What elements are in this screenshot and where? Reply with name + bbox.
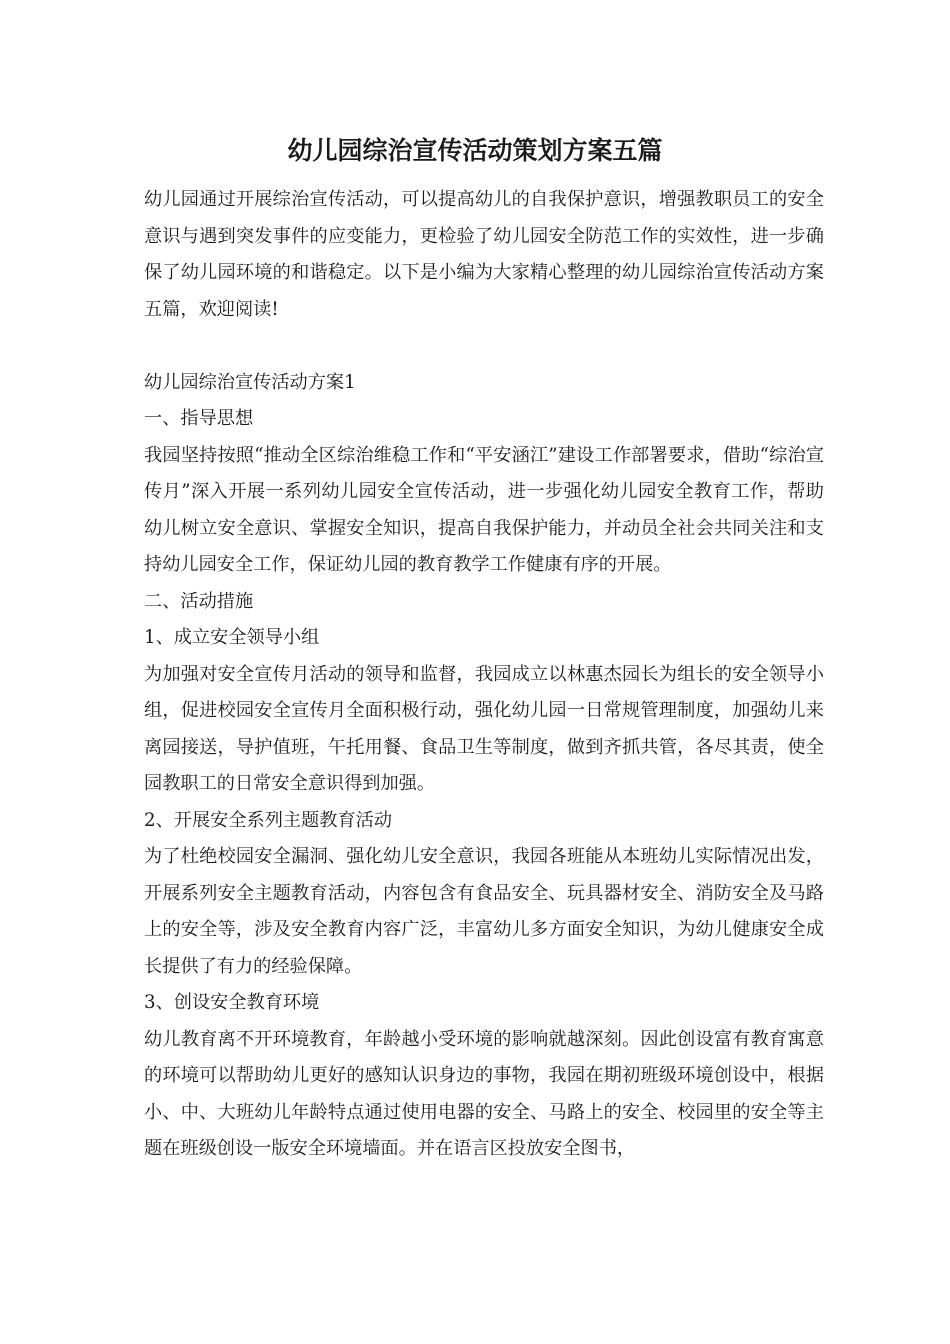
document-body <box>144 182 824 1168</box>
paragraph-gap <box>144 328 824 365</box>
paragraph-safety-environment: 幼儿教育离不开环境教育，年龄越小受环境的影响就越深刻。因此创设富有教育寓意的环境可以帮助幼儿更好的感知认识身边的事物，我园在期初班级环境创设中，根据小、中、大班幼儿年龄特点通过使用电器的安全、马路上的安全、校园里的安全等主题在班级创设一版安全环境墙面。并在语言区投放安全图书， <box>144 1028 824 1159</box>
paragraph-safety-group: 为加强对安全宣传月活动的领导和监督，我园成立以林惠杰园长为组长的安全领导小组，促进校园安全宣传月全面积极行动，强化幼儿园一日常规管理制度，加强幼儿来离园接送，导护值班，午托用餐、食品卫生等制度，做到齐抓共管，各尽其责，使全园教职工的日常安全意识得到加强。 <box>144 663 824 794</box>
document-title: 幼儿园综治宣传活动策划方案五篇 <box>287 136 663 165</box>
paragraph-guiding-ideology: 我园坚持按照“推动全区综治维稳工作和“平安涵江”建设工作部署要求，借助“综治宣传月”深入开展一系列幼儿园安全宣传活动，进一步强化幼儿园安全教育工作，帮助幼儿树立安全意识、掌握安全知识，提高自我保护能力，并动员全社会共同关注和支持幼儿园安全工作，保证幼儿园的教育教学工作健康有序的开展。 <box>144 444 824 575</box>
heading-activity-measures: 二、活动措施 <box>144 590 254 612</box>
subheading-theme-activities: 2、开展安全系列主题教育活动 <box>144 809 393 831</box>
intro-paragraph: 幼儿园通过开展综治宣传活动，可以提高幼儿的自我保护意识，增强教职员工的安全意识与遇到突发事件的应变能力，更检验了幼儿园安全防范工作的实效性，进一步确保了幼儿园环境的和谐稳定。以下是小编为大家精心整理的幼儿园综治宣传活动方案五篇，欢迎阅读! <box>144 189 824 320</box>
subheading-safety-group: 1、成立安全领导小组 <box>144 627 320 648</box>
heading-guiding-ideology: 一、指导思想 <box>144 408 254 429</box>
paragraph-theme-activities: 为了杜绝校园安全漏洞、强化幼儿安全意识，我园各班能从本班幼儿实际情况出发，开展系列安全主题教育活动，内容包含有食品安全、玩具器材安全、消防安全及马路上的安全等，涉及安全教育内容广泛，丰富幼儿多方面安全知识，为幼儿健康安全成长提供了有力的经验保障。 <box>144 846 824 977</box>
subheading-safety-environment: 3、创设安全教育环境 <box>144 992 320 1013</box>
section-heading-plan-1: 幼儿园综治宣传活动方案1 <box>144 371 356 393</box>
